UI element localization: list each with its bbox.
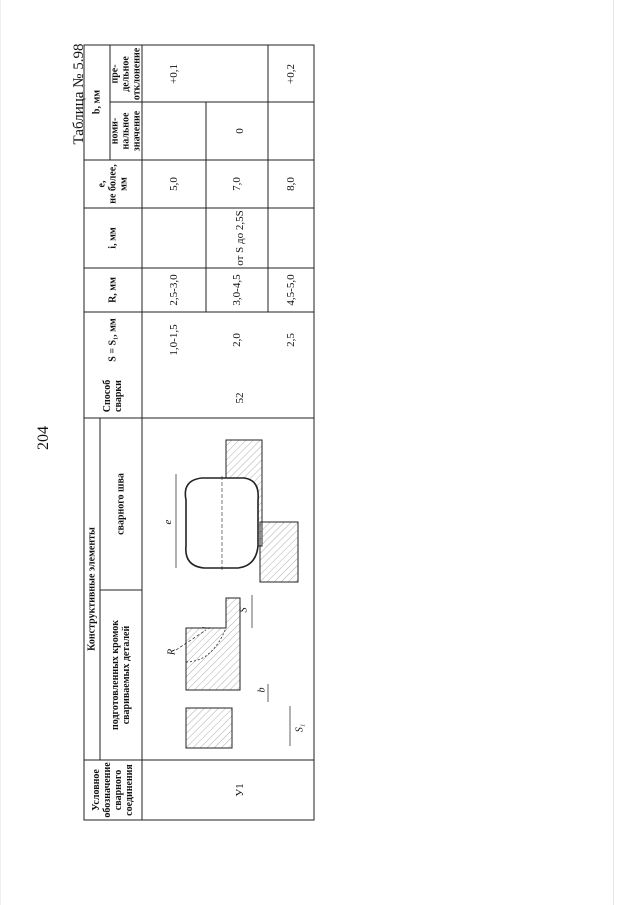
header-s: S = S₁, мм	[107, 318, 119, 362]
header-method: Способ сварки	[102, 379, 124, 413]
cell-e-row1: 5,0	[167, 177, 180, 191]
cell-i: от S до 2,5S	[233, 210, 246, 266]
label-e: e	[161, 519, 174, 525]
header-elements-group: Конструктивные элементы	[86, 527, 98, 651]
header-r: R, мм	[107, 277, 119, 303]
header-designation: Условное обозначение сварного соединения	[91, 762, 135, 818]
cell-s-row3: 2,5	[284, 333, 297, 347]
cell-e-row2: 7,0	[230, 177, 243, 191]
label-s1: S₁	[294, 723, 306, 733]
cell-designation: У1	[233, 783, 246, 797]
cell-s-row2: 2,0	[230, 333, 243, 347]
header-b-deviation: пре- дельное отклонение	[109, 47, 143, 101]
edges-drawing	[176, 595, 290, 748]
header-e: e, не более, мм	[96, 164, 130, 204]
weld-drawing	[176, 440, 298, 582]
cell-r-row3: 4,5-5,0	[284, 274, 297, 306]
cell-b-nominal: 0	[233, 128, 246, 134]
cell-b-deviation-1: +0,1	[167, 64, 180, 84]
cell-r-row1: 2,5-3,0	[167, 274, 180, 306]
table-title: Таблица № 5.98	[70, 43, 87, 145]
cell-s-row1: 1,0-1,5	[167, 324, 180, 356]
header-b-nominal: номи- нальное значение	[109, 110, 143, 152]
cell-method: 52	[233, 392, 246, 404]
cell-e-row3: 8,0	[284, 177, 297, 191]
label-r: R	[166, 648, 178, 656]
header-b-group: b, мм	[91, 89, 103, 115]
label-i: i	[201, 626, 213, 630]
cell-r-row2: 3,0-4,5	[230, 274, 243, 306]
label-b: b	[256, 687, 268, 693]
header-prepared-edges: подготовленных кромок свариваемых деталей	[110, 620, 132, 730]
cell-b-deviation-2: +0,2	[284, 64, 297, 84]
header-i: i, мм	[107, 227, 119, 249]
label-s: S	[238, 607, 250, 613]
page-number: 204	[35, 426, 53, 450]
header-weld: сварного шва	[115, 473, 127, 535]
